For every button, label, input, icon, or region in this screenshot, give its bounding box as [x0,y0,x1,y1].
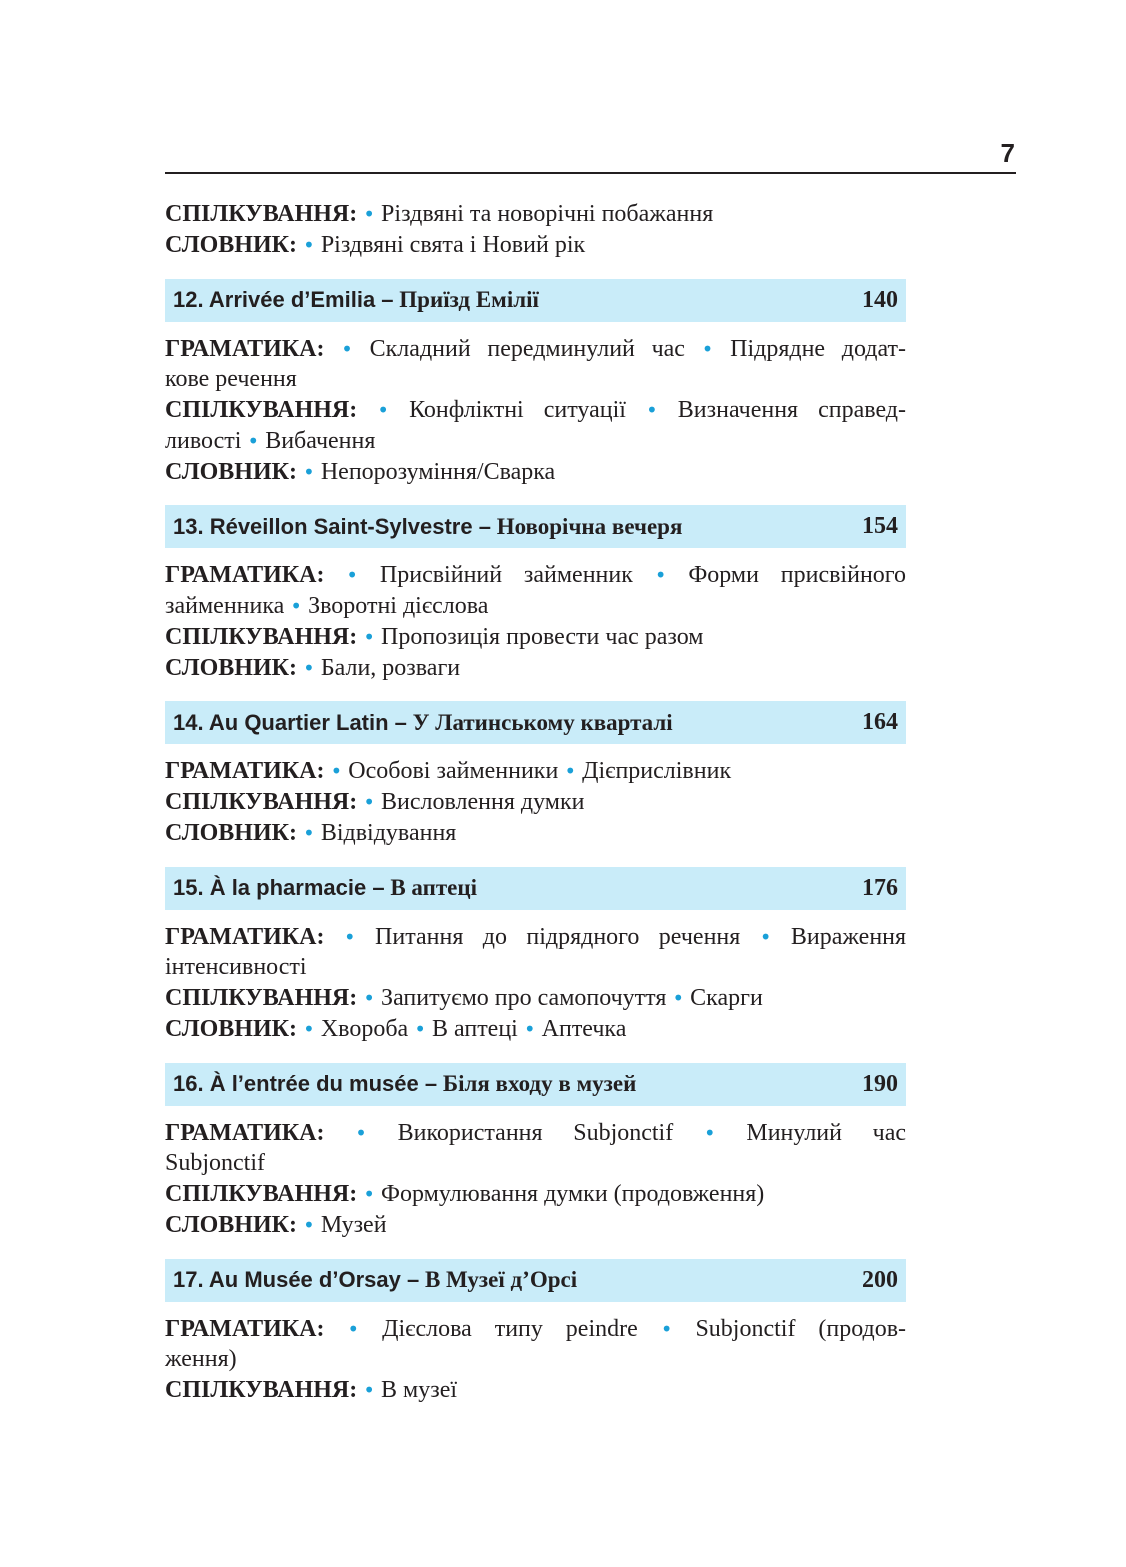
topic: займенника [165,593,285,619]
topic: Subjonctif (продов- [695,1315,907,1342]
grammar-line [165,334,906,365]
bullet-icon: • [346,563,359,588]
topic: Використання Subjonctif [397,1119,674,1146]
lesson-page-number: 154 [862,513,898,540]
topic: Зворотні дієслова [308,593,489,619]
grammar-line-continued [165,952,906,983]
topic: Дієприслівник [582,758,732,785]
grammar-line-continued [165,591,906,622]
bullet-icon: • [645,398,658,422]
vocabulary-line [165,818,906,849]
lesson-page-number: 140 [862,286,898,313]
topic: Форми присвійного [688,562,907,589]
lesson-title-french: 15. À la pharmacie – [173,875,385,900]
bullet-icon: • [303,1016,315,1041]
bullet-icon: • [290,594,303,618]
communication-label: СПІЛКУВАННЯ: [165,623,358,650]
bullet-icon: • [363,1378,376,1402]
lesson-title-ukrainian: Біля входу в музей [442,1071,637,1096]
bullet-icon: • [355,1120,367,1145]
lesson-title [173,514,682,540]
bullet-icon: • [303,655,315,680]
vocabulary-label: СЛОВНИК: [165,231,298,258]
bullet-icon: • [564,759,577,784]
lesson-title [173,875,477,901]
bullet-icon: • [330,759,343,784]
vocabulary-line [165,1014,906,1045]
grammar-line [165,1314,906,1345]
communication-label: СПІЛКУВАННЯ: [165,201,358,227]
topic: Присвійний займенник [379,562,633,589]
topic: Subjonctif [165,1150,265,1177]
grammar-line [165,756,906,787]
vocabulary-label: СЛОВНИК: [165,1211,298,1238]
topic: В музеї [381,1377,458,1403]
bullet-icon: • [347,1316,360,1341]
lesson-header-13[interactable] [165,505,906,548]
bullet-icon: • [701,336,714,361]
grammar-label: ГРАМАТИКА: [165,562,325,589]
bullet-icon: • [672,986,685,1010]
grammar-label: ГРАМАТИКА: [165,335,325,362]
communication-line [165,1179,906,1210]
topic: Формулювання думки (продовження) [381,1181,765,1207]
vocabulary-line [165,457,906,488]
lesson-title-french: 12. Arrivée d’Emilia – [173,287,394,312]
bullet-icon: • [703,1120,716,1145]
vocabulary-line [165,230,906,261]
lesson-header-12[interactable] [165,279,906,322]
grammar-line-continued [165,364,906,395]
communication-label: СПІЛКУВАННЯ: [165,985,358,1011]
lesson-title [173,1267,577,1293]
lesson-header-16[interactable] [165,1063,906,1106]
lesson-title [173,287,539,313]
bullet-icon: • [523,1016,536,1041]
topic: Музей [320,1211,387,1238]
bullet-icon: • [363,624,376,649]
communication-label: СПІЛКУВАННЯ: [165,789,358,815]
bullet-icon: • [247,428,260,453]
lesson-title-ukrainian: В аптеці [390,875,478,900]
communication-label: СПІЛКУВАННЯ: [165,1377,358,1403]
bullet-icon: • [654,563,667,588]
bullet-icon: • [303,820,315,845]
lesson-page-number: 190 [862,1070,898,1097]
topic: Визначення справед- [677,397,907,423]
bullet-icon: • [363,790,376,814]
bullet-icon: • [414,1016,426,1041]
bullet-icon: • [341,336,353,361]
topic: Різдвяні свята і Новий рік [320,231,586,258]
lesson-title-french: 17. Au Musée d’Orsay – [173,1267,420,1292]
page-number: 7 [1000,138,1015,168]
topic: Конфліктні ситуації [409,397,626,423]
topic: Аптечка [541,1015,627,1042]
topic: ження) [165,1346,237,1373]
grammar-line [165,560,906,591]
grammar-label: ГРАМАТИКА: [165,758,325,785]
topic: кове речення [165,366,297,393]
bullet-icon: • [363,202,376,226]
topic: Вибачення [265,427,376,454]
bullet-icon: • [343,924,356,949]
grammar-line-continued [165,1344,906,1375]
topic: Скарги [690,985,763,1011]
bullet-icon: • [377,398,390,422]
topic: Питання до підрядного речення [375,923,741,950]
bullet-icon: • [363,986,376,1010]
topic: Запитуємо про самопочуття [381,985,667,1011]
communication-line [165,395,906,426]
topic: Відвідування [320,819,457,846]
communication-line [165,622,906,653]
topic: Минулий час [746,1119,907,1146]
topic: Особові займенники [348,758,559,785]
vocabulary-label: СЛОВНИК: [165,458,298,485]
bullet-icon: • [303,232,315,257]
bullet-icon: • [363,1182,376,1206]
bullet-icon: • [759,924,772,949]
table-of-contents [165,199,906,1406]
communication-line [165,983,906,1014]
topic: Пропозиція провести час разом [381,623,704,650]
topic: Вираження [790,923,907,950]
topic: Різдвяні та новорічні побажання [381,201,714,227]
lesson-title-ukrainian: У Латинському кварталі [412,709,673,735]
lesson-title-french: 14. Au Quartier Latin – [173,709,407,735]
vocabulary-label: СЛОВНИК: [165,654,298,681]
topic: Хвороба [320,1015,409,1042]
topic: Підрядне додат- [730,335,907,362]
grammar-label: ГРАМАТИКА: [165,1315,325,1342]
lesson-header-14[interactable] [165,701,906,744]
lesson-title-ukrainian: В Музеї д’Орсі [424,1267,578,1292]
communication-line [165,787,906,818]
bullet-icon: • [303,1212,315,1237]
header-rule [165,172,1016,174]
communication-line [165,199,906,230]
communication-label: СПІЛКУВАННЯ: [165,397,358,423]
topic: Дієслова типу peindre [382,1315,638,1342]
lesson-page-number: 200 [862,1266,898,1293]
lesson-title-french: 16. À l’entrée du musée – [173,1071,438,1096]
vocabulary-label: СЛОВНИК: [165,1015,298,1042]
topic: інтенсивності [165,954,307,981]
lesson-title-ukrainian: Новорічна вечеря [496,513,683,539]
communication-line-continued [165,426,906,457]
bullet-icon: • [303,459,315,484]
lesson-header-17[interactable] [165,1259,906,1302]
grammar-line [165,922,906,953]
communication-label: СПІЛКУВАННЯ: [165,1181,358,1207]
grammar-line-continued [165,1148,906,1179]
bullet-icon: • [660,1316,673,1341]
lesson-page-number: 176 [862,874,898,901]
vocabulary-line [165,653,906,684]
topic: ливості [165,427,242,454]
vocabulary-label: СЛОВНИК: [165,819,298,846]
lesson-page-number: 164 [862,709,898,736]
grammar-label: ГРАМАТИКА: [165,1119,325,1146]
grammar-line [165,1118,906,1149]
lesson-title [173,710,673,736]
topic: Висловлення думки [381,789,585,815]
communication-line [165,1375,906,1406]
grammar-label: ГРАМАТИКА: [165,923,325,950]
topic: В аптеці [432,1015,518,1042]
topic: Складний передминулий час [369,335,685,362]
lesson-title-french: 13. Réveillon Saint-Sylvestre – [173,513,491,539]
lesson-header-15[interactable] [165,867,906,910]
lesson-title [173,1071,636,1097]
topic: Непорозуміння/Сварка [320,458,556,485]
topic: Бали, розваги [320,654,461,681]
vocabulary-line [165,1210,906,1241]
lesson-title-ukrainian: Приїзд Емілії [399,287,539,312]
